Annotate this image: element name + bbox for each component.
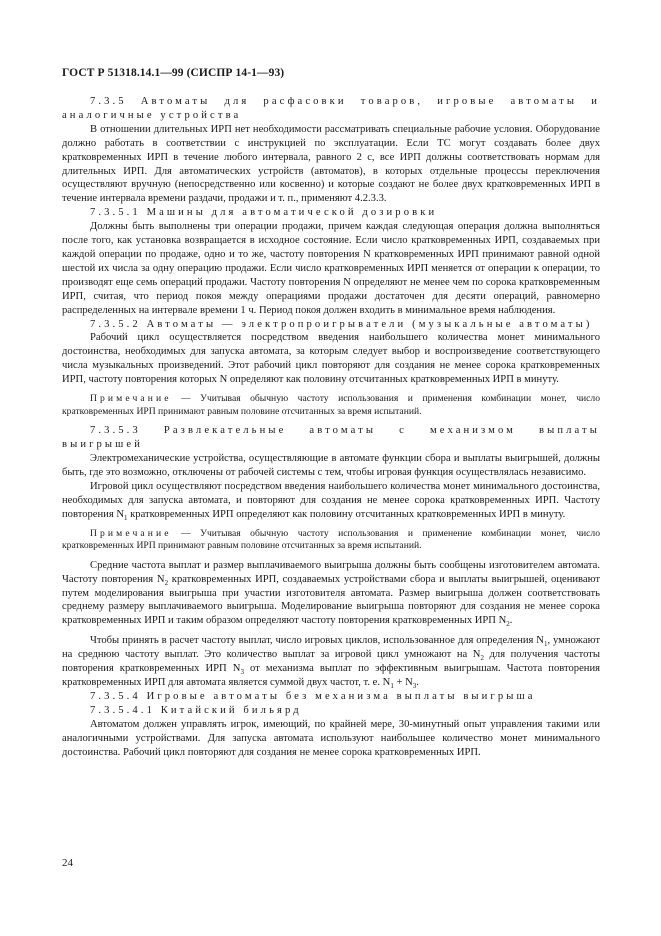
text-run: кратковременных ИРП, создаваемых устройствами сбора и выплаты выигрышей, оценивают путем моделирования выигрыша при участии изготовителя автомата. Размер выигрыша должен соответствовать среднему размеру выплачиваемого выигрыша. Моделирование выигрыша повторяют для создания не менее сорока кратковременных ИРП и таким образом определяют частоту повторения кратковременных ИРП N	[62, 573, 601, 627]
subscript: 2	[480, 654, 484, 663]
paragraph	[62, 634, 600, 690]
paragraph	[62, 480, 600, 522]
text-run: .	[416, 677, 419, 688]
note	[62, 393, 600, 418]
subscript: 1	[543, 640, 548, 649]
subscript: 2	[506, 620, 510, 629]
text-run: кратковременных ИРП определяют как половину отсчитанных кратковременных ИРП в минуту.	[127, 508, 566, 520]
section-heading-7-3-5-2: 7.3.5.2 Автоматы — электропроигрыватели (музыкальные автоматы)	[90, 318, 593, 330]
paragraph: Должны быть выполнены три операции продажи, причем каждая следующая операция должна выполняться после того, как установка возвращается в исходное состояние. Если число кратковременных ИРП, создаваемых при каждой операции по продаже, одно и то же, частоту повторения N кратковременных ИРП принимают равной одной шестой их числа за одну операцию продажи. Если число кратковременных ИРП меняется от операции к операции, то производят еще семь операций продажи. Частоту повторения N определяют не менее чем по сорока кратковременным ИРП, считая, что период покоя между операциями продажи достаточен для десяти операций, равномерно распределенных на интервале времени 1 ч. Период покоя должен входить в минимальное время наблюдения.	[62, 221, 600, 316]
text-run: Средние частота выплат и размер выплачиваемого выигрыша должны быть сообщены изготовителем автомата. Частоту повторения N	[62, 559, 600, 585]
paragraph: Электромеханические устройства, осуществляющие в автомате функции сбора и выплаты выигрышей, должны быть, где это возможно, отключены от рабочей системы с тем, чтобы игровая функция осуществлялась независимо.	[62, 453, 600, 478]
paragraph: В отношении длительных ИРП нет необходимости рассматривать специальные рабочие условия. Оборудование должно работать в соответствии с инструкцией по эксплуатации. Если ТС могут создавать более двух кратковременных ИРП в течение любого интервала, равного 2 с, все ИРП должны соответствовать нормам для длительных ИРП. Для автоматических устройств (автоматов), в которых отдельные процессы переключения осуществляют вручную (непосредственно или косвенно) и которые создают не более двух кратковременных ИРП в течение интервала времени раздачи, продажи и т. п., применяют 4.2.3.3.	[62, 123, 600, 205]
subscript: 3	[240, 668, 244, 677]
section-heading-7-3-5-4: 7.3.5.4 Игровые автоматы без механизма выплаты выигрыша	[90, 690, 536, 702]
document-header: ГОСТ Р 51318.14.1—99 (СИСПР 14-1—93)	[62, 67, 285, 79]
text-run: Чтобы принять в расчет частоту выплат, число игровых циклов, использованное для определения N	[90, 635, 544, 647]
paragraph: Автоматом должен управлять игрок, имеющий, по крайней мере, 30-минутный опыт управления такими или аналогичными устройствами. Для запуска автомата используют наибольшее количество монет минимального достоинства. Рабочий цикл повторяют для создания не менее сорока кратковременных ИРП.	[62, 718, 600, 758]
document-body	[62, 95, 600, 759]
subscript: 1	[124, 513, 128, 522]
section-heading-7-3-5: 7.3.5 Автоматы для расфасовки товаров, игровые автоматы и аналогичные устройства	[62, 96, 600, 121]
note	[62, 528, 600, 553]
text-run: .	[509, 615, 513, 627]
text-run: Игровой цикл осуществляют посредством введения наибольшего количества монет минимального достоинства, необходимых для запуска автомата, и повторяют для создания не менее сорока кратковременных ИРП. Частоту повторения N	[62, 480, 600, 520]
note-label: Примечание	[90, 527, 172, 539]
text-run: для получения частоты повторения кратковременных ИРП N	[62, 649, 600, 675]
text-run: от механизма выплат по эффективным выигрышам. Частота повторения кратковременных ИРП для автомата является суммой двух частот, т. е. N	[62, 663, 601, 688]
paragraph: Рабочий цикл осуществляется посредством введения наибольшего количества монет минимального достоинства, необходимых для запуска автомата, за которым следует выбор и воспроизведение соответствующего числа музыкальных произведений. Этот рабочий цикл повторяют для создания не менее сорока кратковременных ИРП, частоту повторения которых N определяют как половину отсчитанных кратковременных ИРП в минуту.	[62, 332, 600, 386]
page-number: 24	[62, 857, 73, 869]
section-heading-7-3-5-1: 7.3.5.1 Машины для автоматической дозировки	[90, 207, 438, 219]
text-run: + N	[393, 677, 413, 688]
section-heading-7-3-5-4-1: 7.3.5.4.1 Китайский бильярд	[90, 704, 302, 716]
section-heading-7-3-5-3: 7.3.5.3 Развлекательные автоматы с механизмом выплаты выигрышей	[62, 425, 600, 451]
note-text: — Учитывая обычную частоту использования и применение комбинации монет, число кратковременных ИРП принимают равным половине отсчитанных за время испытаний.	[62, 527, 600, 552]
subscript: 3	[412, 682, 417, 691]
subscript: 1	[390, 682, 394, 691]
note-text: — Учитывая обычную частоту использования и применения комбинации монет, число кратковременных ИРП принимают равным половине отсчитанных за время испытаний.	[62, 393, 600, 417]
note-label: Примечание	[90, 393, 172, 405]
subscript: 2	[164, 578, 169, 587]
text-run: , умножают на среднюю частоту выплат. Это количество выплат за игровой цикл умножают на N	[62, 635, 600, 661]
paragraph	[62, 559, 600, 629]
